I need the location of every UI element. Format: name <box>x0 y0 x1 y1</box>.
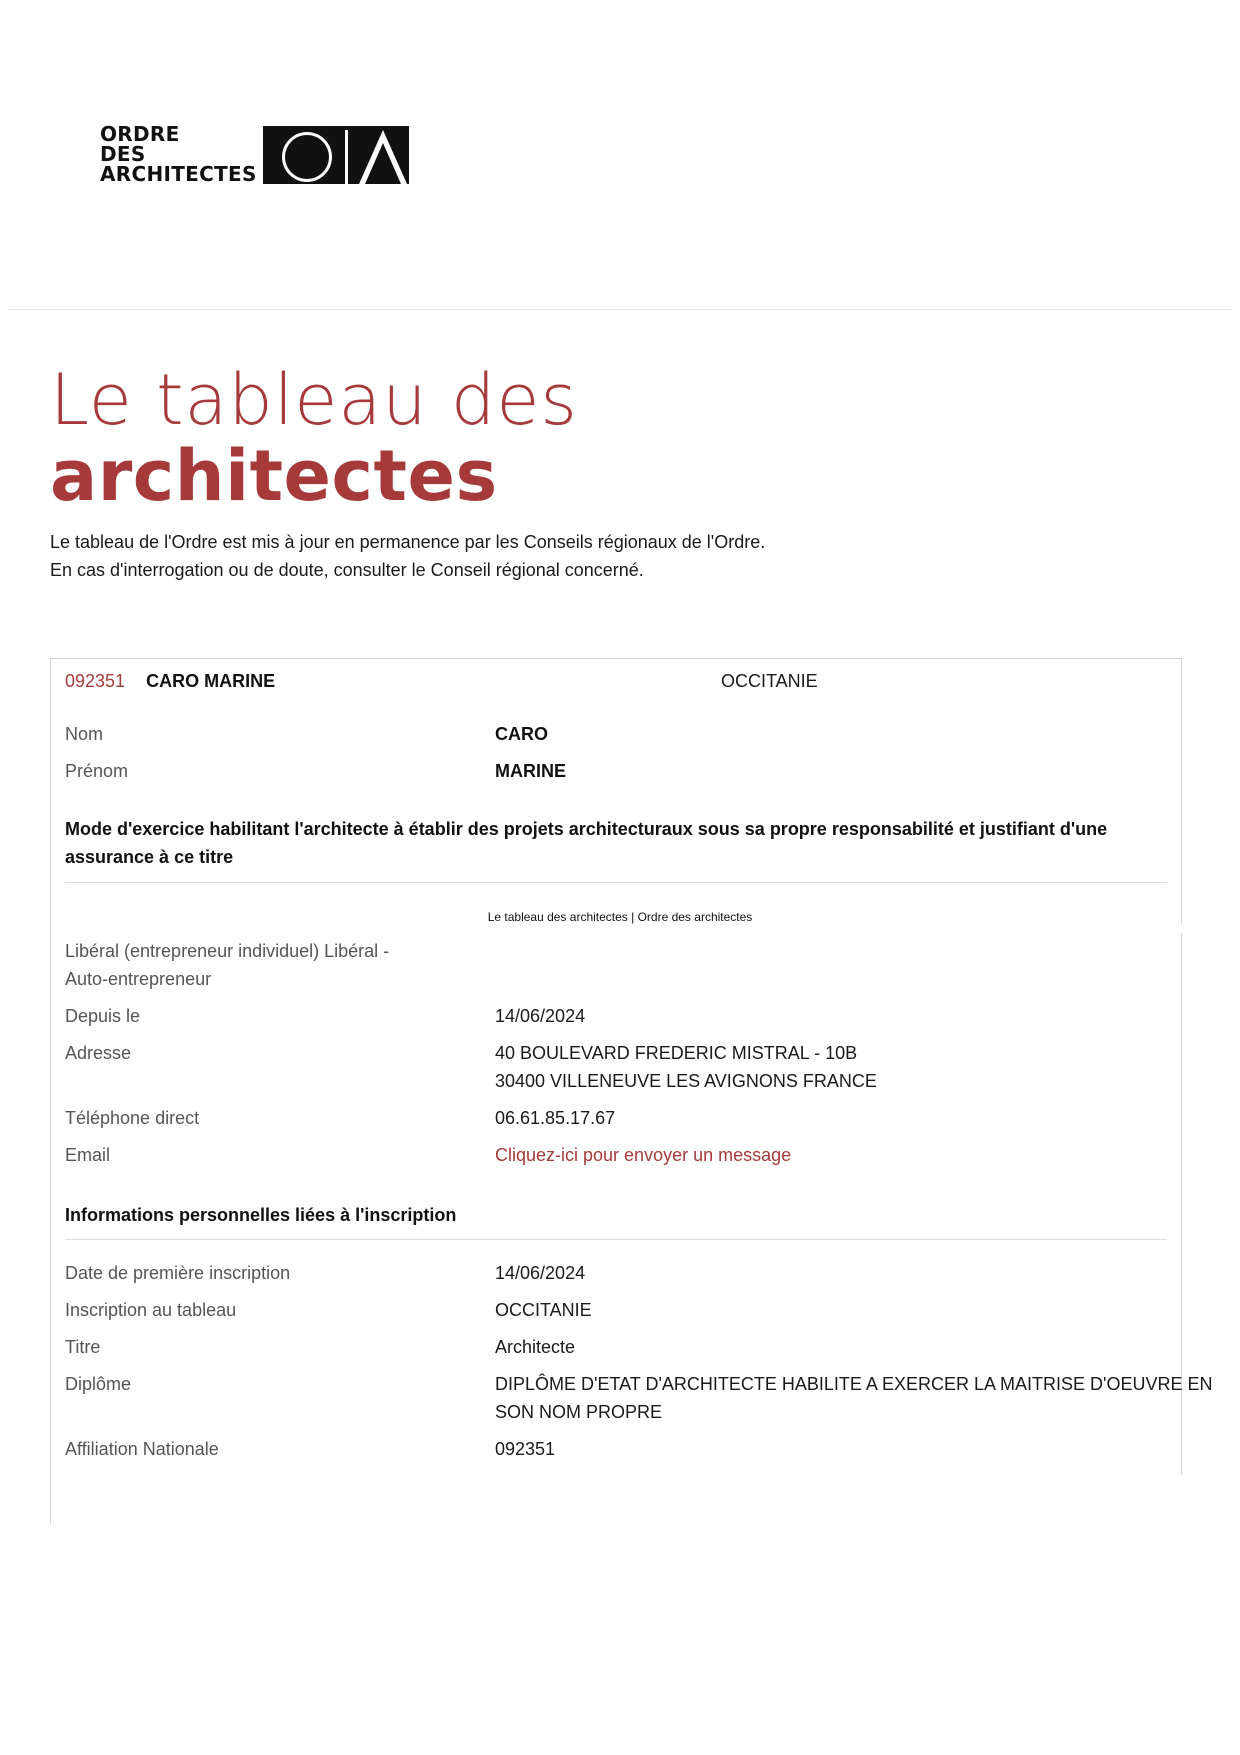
logo-line-3: ARCHITECTES <box>100 162 257 186</box>
mode-line-1: Libéral (entrepreneur individuel) Libéral - <box>65 941 390 961</box>
depuis-label: Depuis le <box>65 1006 141 1026</box>
page-title <box>50 359 578 517</box>
page-title-line-2: architectes <box>50 435 498 517</box>
mode-exercice-heading <box>65 815 1165 871</box>
titre-label: Titre <box>65 1337 101 1357</box>
telephone-value: 06.61.85.17.67 <box>495 1108 616 1128</box>
card-border-top <box>50 658 1182 659</box>
logo-line-2: DES <box>100 142 146 166</box>
record-number: 092351 <box>65 671 126 691</box>
intro-text <box>50 528 765 584</box>
diplome-line-1: DIPLÔME D'ETAT D'ARCHITECTE HABILITE A EXERCER LA MAITRISE D'OEUVRE EN <box>495 1374 1213 1394</box>
card-border-right <box>1181 658 1182 924</box>
intro-line-2: En cas d'interrogation ou de doute, consulter le Conseil régional concerné. <box>50 560 644 580</box>
page-title-line-1: Le tableau des <box>50 359 578 441</box>
affiliation-label: Affiliation Nationale <box>65 1439 219 1459</box>
card-border-left <box>50 658 51 1524</box>
nom-label: Nom <box>65 724 104 744</box>
adresse-value <box>495 1039 877 1095</box>
adresse-line-1: 40 BOULEVARD FREDERIC MISTRAL - 10B <box>495 1043 858 1063</box>
header-divider <box>8 309 1232 310</box>
nom-value: CARO <box>495 724 548 744</box>
personal-info-heading: Informations personnelles liées à l'inscription <box>65 1205 457 1225</box>
record-full-name: CARO MARINE <box>146 671 276 691</box>
diplome-label: Diplôme <box>65 1374 132 1394</box>
prenom-value: MARINE <box>495 761 566 781</box>
record-header <box>65 667 275 695</box>
architect-record-card <box>50 658 1213 1524</box>
ordre-logo[interactable] <box>100 124 409 184</box>
logo-line-1: ORDRE <box>100 122 180 146</box>
depuis-value: 14/06/2024 <box>495 1006 586 1026</box>
titre-value: Architecte <box>495 1337 576 1357</box>
section-divider <box>65 882 1167 883</box>
prenom-label: Prénom <box>65 761 129 781</box>
mode-line-2: Auto-entrepreneur <box>65 969 212 989</box>
email-link[interactable]: Cliquez-ici pour envoyer un message <box>495 1145 792 1165</box>
oa-logo-icon <box>263 126 409 184</box>
mode-heading-line-1: Mode d'exercice habilitant l'architecte à établir des projets architecturaux sous sa propre responsabilité et justifiant d'une <box>65 819 1108 839</box>
mode-exercice-value <box>65 937 389 993</box>
diplome-value <box>495 1370 1212 1426</box>
affiliation-value: 092351 <box>495 1439 556 1459</box>
record-region: OCCITANIE <box>721 671 818 691</box>
date-inscription-label: Date de première inscription <box>65 1263 291 1283</box>
inscription-tableau-label: Inscription au tableau <box>65 1300 237 1320</box>
inscription-tableau-value: OCCITANIE <box>495 1300 592 1320</box>
logo-text <box>100 124 257 184</box>
adresse-label: Adresse <box>65 1043 132 1063</box>
intro-line-1: Le tableau de l'Ordre est mis à jour en permanence par les Conseils régionaux de l'Ordre. <box>50 532 766 552</box>
mode-heading-line-2: assurance à ce titre <box>65 847 234 867</box>
section-divider <box>65 1239 1167 1240</box>
telephone-label: Téléphone direct <box>65 1108 200 1128</box>
date-inscription-value: 14/06/2024 <box>495 1263 586 1283</box>
print-page-footer: Le tableau des architectes | Ordre des architectes <box>487 910 753 924</box>
diplome-line-2: SON NOM PROPRE <box>495 1402 663 1422</box>
adresse-line-2: 30400 VILLENEUVE LES AVIGNONS FRANCE <box>495 1071 877 1091</box>
email-label: Email <box>65 1145 111 1165</box>
